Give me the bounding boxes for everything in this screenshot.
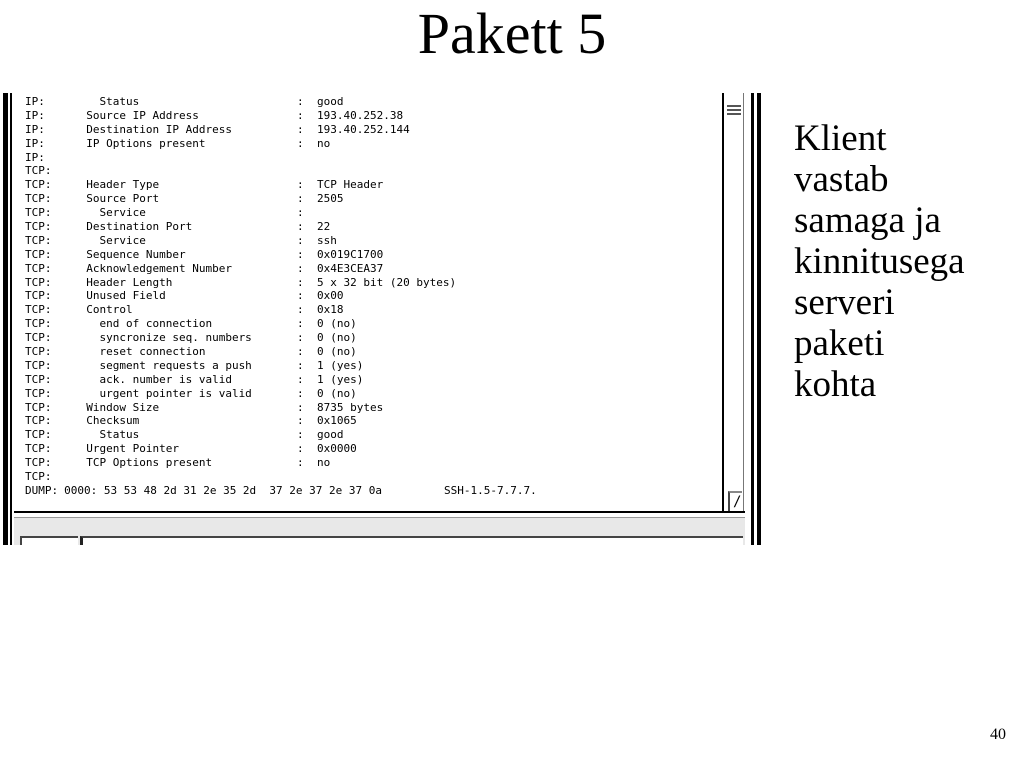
field-separator: : bbox=[297, 303, 304, 317]
field-name: Destination Port bbox=[73, 220, 193, 234]
decode-row[interactable] bbox=[25, 178, 715, 192]
protocol-label: TCP: bbox=[25, 456, 52, 470]
decode-row[interactable] bbox=[25, 262, 715, 276]
field-value bbox=[317, 206, 715, 220]
field-value: 0x4E3CEA37 bbox=[317, 261, 384, 275]
decode-row[interactable] bbox=[25, 248, 715, 262]
side-note-line: kohta bbox=[794, 364, 877, 405]
protocol-label: TCP: bbox=[25, 220, 52, 234]
vertical-scrollbar[interactable] bbox=[722, 93, 744, 513]
decode-row[interactable] bbox=[25, 345, 715, 359]
field-value: 0x019C1700 bbox=[317, 247, 384, 261]
field-value: 8735 bytes bbox=[317, 400, 384, 414]
hex-panel bbox=[14, 517, 745, 545]
frame-left-inner-border bbox=[10, 93, 12, 545]
decode-row[interactable] bbox=[25, 387, 715, 401]
field-value: 1 (yes) bbox=[317, 372, 364, 386]
field-separator: : bbox=[297, 108, 304, 122]
protocol-label: TCP: bbox=[25, 233, 52, 247]
hex-offset-field[interactable] bbox=[20, 536, 78, 545]
protocol-label: TCP: bbox=[25, 303, 52, 317]
field-name: Header Length bbox=[73, 275, 173, 289]
field-value: 0x18 bbox=[317, 303, 344, 317]
decode-row[interactable] bbox=[25, 192, 715, 206]
decode-row[interactable] bbox=[25, 220, 715, 234]
field-value: 0x00 bbox=[317, 289, 344, 303]
field-value: 1 (yes) bbox=[317, 358, 364, 372]
decode-row[interactable] bbox=[25, 456, 715, 470]
field-name: Source Port bbox=[73, 192, 160, 206]
protocol-label: IP: bbox=[25, 108, 45, 122]
field-value: 2505 bbox=[317, 192, 344, 206]
protocol-label: TCP: bbox=[25, 442, 52, 456]
field-value: 0x1065 bbox=[317, 414, 357, 428]
packet-capture-window bbox=[3, 93, 761, 545]
field-value: 193.40.252.144 bbox=[317, 122, 410, 136]
dump-hex: 0000: 53 53 48 2d 31 2e 35 2d 37 2e 37 2e 37 0a bbox=[64, 483, 383, 497]
field-separator: : bbox=[297, 220, 304, 234]
field-name: Service bbox=[73, 206, 146, 220]
field-value: 193.40.252.38 bbox=[317, 108, 404, 122]
decode-row[interactable] bbox=[25, 401, 715, 415]
field-separator: : bbox=[297, 317, 304, 331]
page-number: 40 bbox=[990, 726, 1006, 743]
field-value: ssh bbox=[317, 233, 337, 247]
field-separator: : bbox=[297, 122, 304, 136]
field-separator: : bbox=[297, 331, 304, 345]
protocol-label: TCP: bbox=[25, 164, 52, 178]
field-name: reset connection bbox=[73, 345, 206, 359]
field-separator: : bbox=[297, 233, 304, 247]
decode-row[interactable] bbox=[25, 164, 715, 178]
protocol-label: TCP: bbox=[25, 192, 52, 206]
protocol-label: TCP: bbox=[25, 247, 52, 261]
side-note-line: kinnitusega bbox=[794, 241, 965, 282]
protocol-label: TCP: bbox=[25, 372, 52, 386]
decode-row[interactable] bbox=[25, 317, 715, 331]
frame-left-border bbox=[3, 93, 8, 545]
side-note bbox=[794, 118, 1019, 405]
field-name: ack. number is valid bbox=[73, 372, 232, 386]
dump-label: DUMP: bbox=[25, 483, 59, 497]
field-value: 22 bbox=[317, 220, 331, 234]
decode-row[interactable] bbox=[25, 95, 715, 109]
field-name: IP Options present bbox=[73, 136, 206, 150]
field-separator: : bbox=[297, 386, 304, 400]
field-name: Status bbox=[73, 95, 140, 108]
field-name: syncronize seq. numbers bbox=[73, 331, 252, 345]
field-name: Unused Field bbox=[73, 289, 166, 303]
frame-right-border bbox=[751, 93, 754, 545]
protocol-label: IP: bbox=[25, 95, 45, 108]
field-value: 0 (no) bbox=[317, 331, 357, 345]
field-value: 0 (no) bbox=[317, 386, 357, 400]
field-separator: : bbox=[297, 192, 304, 206]
protocol-label: TCP: bbox=[25, 345, 52, 359]
hex-dump-row[interactable] bbox=[25, 484, 715, 498]
field-value: TCP Header bbox=[317, 178, 384, 192]
field-separator: : bbox=[297, 261, 304, 275]
protocol-label: TCP: bbox=[25, 414, 52, 428]
field-name: Status bbox=[73, 428, 140, 442]
decode-row[interactable] bbox=[25, 331, 715, 345]
side-note-line: samaga ja bbox=[794, 200, 941, 241]
field-value: 0 (no) bbox=[317, 345, 357, 359]
field-separator: : bbox=[297, 178, 304, 192]
field-value: good bbox=[317, 95, 344, 108]
frame-right-outer-border bbox=[757, 93, 761, 545]
field-separator: : bbox=[297, 428, 304, 442]
field-name: Window Size bbox=[73, 400, 160, 414]
field-name: Sequence Number bbox=[73, 247, 186, 261]
decode-row[interactable] bbox=[25, 206, 715, 220]
decode-row[interactable] bbox=[25, 359, 715, 373]
protocol-label: TCP: bbox=[25, 331, 52, 345]
decode-row[interactable] bbox=[25, 276, 715, 290]
decode-row[interactable] bbox=[25, 123, 715, 137]
field-separator: : bbox=[297, 456, 304, 470]
field-name: Header Type bbox=[73, 178, 160, 192]
packet-decode-list bbox=[25, 95, 715, 498]
decode-row[interactable] bbox=[25, 373, 715, 387]
protocol-label: TCP: bbox=[25, 261, 52, 275]
field-name: segment requests a push bbox=[73, 358, 252, 372]
protocol-label: TCP: bbox=[25, 275, 52, 289]
decode-row[interactable] bbox=[25, 470, 715, 484]
protocol-label: TCP: bbox=[25, 386, 52, 400]
field-separator: : bbox=[297, 345, 304, 359]
field-name: Service bbox=[73, 233, 146, 247]
protocol-label: TCP: bbox=[25, 358, 52, 372]
protocol-label: TCP: bbox=[25, 289, 52, 303]
slide-title: Pakett 5 bbox=[417, 1, 607, 66]
content-divider bbox=[14, 511, 745, 513]
protocol-label: TCP: bbox=[25, 206, 52, 220]
protocol-label: TCP: bbox=[25, 470, 52, 484]
field-separator: : bbox=[297, 95, 304, 108]
field-separator: : bbox=[297, 136, 304, 150]
field-name: urgent pointer is valid bbox=[73, 386, 252, 400]
field-separator: : bbox=[297, 206, 304, 220]
protocol-label: TCP: bbox=[25, 178, 52, 192]
side-note-line: serveri bbox=[794, 282, 895, 323]
field-name: Urgent Pointer bbox=[73, 442, 179, 456]
field-name: Control bbox=[73, 303, 133, 317]
field-value: 0x0000 bbox=[317, 442, 357, 456]
decode-row[interactable] bbox=[25, 289, 715, 303]
decode-row[interactable] bbox=[25, 234, 715, 248]
decode-row[interactable] bbox=[25, 428, 715, 442]
decode-row[interactable] bbox=[25, 303, 715, 317]
field-name: Checksum bbox=[73, 414, 140, 428]
protocol-label: TCP: bbox=[25, 400, 52, 414]
field-separator: : bbox=[297, 275, 304, 289]
field-name: TCP Options present bbox=[73, 456, 213, 470]
side-note-line: Klient bbox=[794, 118, 887, 159]
field-separator: : bbox=[297, 247, 304, 261]
field-value: no bbox=[317, 456, 331, 470]
decode-row[interactable] bbox=[25, 151, 715, 165]
field-separator: : bbox=[297, 289, 304, 303]
protocol-label: IP: bbox=[25, 122, 45, 136]
field-value: 5 x 32 bit (20 bytes) bbox=[317, 275, 457, 289]
field-separator: : bbox=[297, 372, 304, 386]
protocol-label: IP: bbox=[25, 136, 45, 150]
field-separator: : bbox=[297, 414, 304, 428]
side-note-line: vastab bbox=[794, 159, 889, 200]
hex-data-field[interactable] bbox=[80, 536, 743, 545]
decode-row[interactable] bbox=[25, 109, 715, 123]
field-name: Source IP Address bbox=[73, 108, 199, 122]
dump-ascii: SSH-1.5-7.7.7. bbox=[444, 483, 537, 497]
scroll-thumb[interactable] bbox=[728, 491, 742, 511]
field-name: Acknowledgement Number bbox=[73, 261, 232, 275]
protocol-label: TCP: bbox=[25, 428, 52, 442]
decode-row[interactable] bbox=[25, 414, 715, 428]
field-separator: : bbox=[297, 358, 304, 372]
scroll-grip-icon[interactable] bbox=[727, 105, 741, 119]
protocol-label: TCP: bbox=[25, 317, 52, 331]
field-value: good bbox=[317, 428, 344, 442]
side-note-line: paketi bbox=[794, 323, 885, 364]
protocol-label: IP: bbox=[25, 150, 45, 164]
field-name: end of connection bbox=[73, 317, 213, 331]
decode-row[interactable] bbox=[25, 442, 715, 456]
field-name: Destination IP Address bbox=[73, 122, 232, 136]
field-separator: : bbox=[297, 442, 304, 456]
field-value: 0 (no) bbox=[317, 317, 357, 331]
field-value: no bbox=[317, 136, 331, 150]
field-separator: : bbox=[297, 400, 304, 414]
decode-row[interactable] bbox=[25, 137, 715, 151]
resize-icon: / bbox=[733, 494, 742, 510]
